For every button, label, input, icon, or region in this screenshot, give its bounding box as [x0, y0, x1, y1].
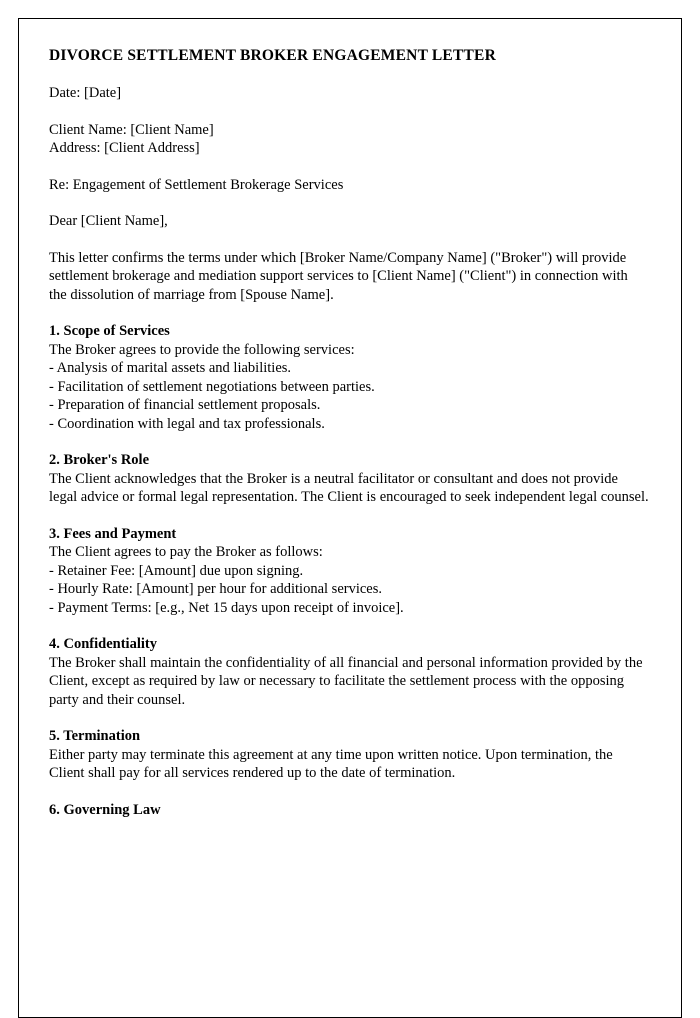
- section-governing-law: [49, 801, 649, 820]
- letter-title: DIVORCE SETTLEMENT BROKER ENGAGEMENT LETTER: [49, 47, 496, 64]
- section-heading: 6. Governing Law: [49, 801, 161, 818]
- section-body: Either party may terminate this agreement at any time upon written notice. Upon termination, the Client shall pay for all services rendered up to the date of termination.: [49, 746, 613, 781]
- re-line: Re: Engagement of Settlement Brokerage Services: [49, 176, 344, 193]
- intro-paragraph: This letter confirms the terms under which [Broker Name/Company Name] ("Broker") will provide settlement brokerage and mediation support services to [Client Name] ("Client") in connection with the dissolution of marriage from [Spouse Name].: [49, 249, 628, 303]
- letter-page: [18, 18, 682, 1018]
- client-address-block: [49, 121, 649, 158]
- date-line: Date: [Date]: [49, 85, 122, 101]
- section-heading: 1. Scope of Services: [49, 323, 170, 339]
- salutation: Dear [Client Name],: [49, 213, 168, 229]
- section-brokers-role: [49, 451, 649, 507]
- client-name-line: Client Name: [Client Name]: [49, 121, 214, 138]
- section-fees-and-payment: [49, 525, 649, 618]
- section-line: - Retainer Fee: [Amount] due upon signing.: [49, 562, 304, 579]
- section-line: - Coordination with legal and tax professionals.: [49, 415, 325, 432]
- section-heading: 5. Termination: [49, 728, 141, 744]
- section-scope-of-services: [49, 322, 649, 433]
- section-line: - Preparation of financial settlement proposals.: [49, 397, 321, 413]
- section-heading: 3. Fees and Payment: [49, 525, 177, 542]
- section-termination: [49, 727, 649, 783]
- section-line: - Analysis of marital assets and liabilities.: [49, 360, 292, 376]
- section-line: The Client agrees to pay the Broker as follows:: [49, 544, 323, 560]
- section-line: The Broker agrees to provide the following services:: [49, 341, 355, 358]
- section-line: - Hourly Rate: [Amount] per hour for additional services.: [49, 581, 383, 597]
- section-heading: 4. Confidentiality: [49, 636, 157, 652]
- section-confidentiality: [49, 635, 649, 709]
- section-line: - Facilitation of settlement negotiations between parties.: [49, 378, 375, 395]
- section-heading: 2. Broker's Role: [49, 452, 150, 468]
- section-line: - Payment Terms: [e.g., Net 15 days upon receipt of invoice].: [49, 599, 404, 616]
- section-body: The Client acknowledges that the Broker is a neutral facilitator or consultant and does not provide legal advice or formal legal representation. The Client is encouraged to seek independent legal counsel.: [49, 470, 649, 505]
- client-address-line: Address: [Client Address]: [49, 140, 200, 156]
- section-body: The Broker shall maintain the confidentiality of all financial and personal information provided by the Client, except as required by law or necessary to facilitate the settlement process with the opposing party and their counsel.: [49, 654, 643, 708]
